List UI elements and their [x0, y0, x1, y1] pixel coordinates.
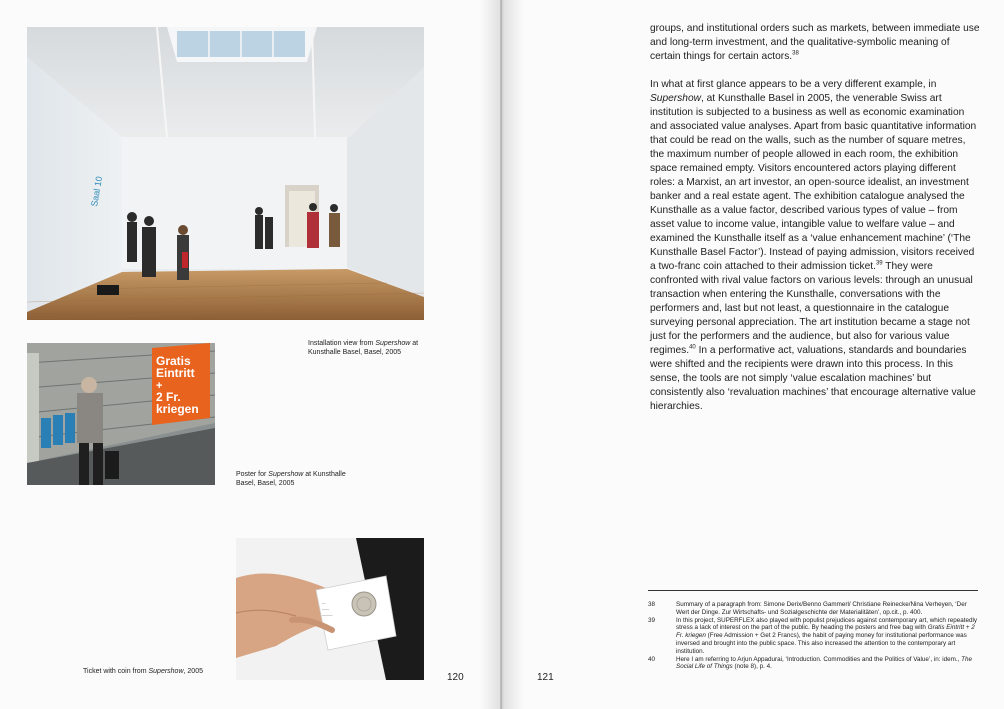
paragraph-1: groups, and institutional orders such as markets, between immediate use and long-term investment, and the qualitative-symbolic meaning of certain things for certain actors.$^{38}$ — [650, 23, 980, 62]
svg-text:——: —— — [322, 607, 329, 611]
footnote-ref-40: 40 — [689, 344, 696, 351]
poster-line: kriegen — [156, 402, 199, 416]
footnote-ref-38: 38 — [792, 50, 799, 57]
caption-ticket: Ticket with coin from Supershow, 2005 — [83, 668, 203, 675]
poster-line: Gratis — [156, 354, 191, 368]
caption-installation: Installation view from Supershow at Kunsthalle Basel, Basel, 2005 — [308, 340, 419, 356]
right-page — [502, 0, 1004, 709]
footnotes — [648, 601, 978, 671]
book-gutter — [480, 0, 524, 709]
installation-photo — [27, 27, 424, 320]
caption-poster: Poster for Supershow at Kunsthalle Basel, Basel, 2005 — [236, 471, 346, 487]
footnote-rule — [648, 590, 978, 591]
page-number-left: 120 — [447, 672, 464, 683]
room-sign: Saal 10 — [89, 175, 105, 208]
page-number-right: 121 — [537, 672, 554, 683]
footnote-ref-39: 39 — [875, 260, 883, 267]
svg-text:———: ——— — [322, 613, 333, 617]
svg-text:—: — — [322, 601, 326, 605]
poster-line: Eintritt — [156, 366, 195, 380]
poster-line: 2 Fr. — [156, 390, 181, 404]
poster-line: + — [156, 380, 163, 392]
footnote-38: 38 Summary of a paragraph from: Simone Derix/Benno Gammerl/ Christiane Reinecke/Nina Verheyen, ‘Der Wert der Dinge. Zur Wirtschafts- und Sozialgeschichte der Materialitäten’, op.cit., p. 400. — [648, 601, 967, 616]
installation-photo-image — [27, 27, 424, 320]
poster-photo — [27, 343, 215, 485]
body-text — [650, 22, 980, 428]
ticket-photo — [236, 538, 424, 680]
footnote-39: 39 In this project, SUPERFLEX also played with populist prejudices against contemporary art, which repeatedly stress a lack of interest on the part of the public. By heading the posters and free bag with Gratis Eintritt + 2 Fr. kriegen (Free Admission + Get 2 Francs), the habit of paying money for institutional performance was inversed and brought into the public space. This also increased the attention to the contemporary art institution. — [648, 616, 978, 655]
footnote-40: 40 Here I am referring to Arjun Appadurai, ‘Introduction. Commodities and the Politics of Value’, in: idem., The Social Life of Things (note 8), p. 4. — [648, 655, 972, 671]
left-page — [0, 0, 500, 709]
paragraph-2: In what at first glance appears to be a very different example, in Supershow, at Kunsthalle Basel in 2005, the venerable Swiss art institution is subjected to a business as well as economic examination and associated value analyses. Apart from basic quantitative information that could be read on the walls, such as the number of square metres, the maximum number of people allowed in each room, the exhibition space remained empty. Visitors encountered actors playing different roles: a Marxist, an art investor, an open-source idealist, an investment banker and a real estate agent. The exhibition catalogue analysed the Kunsthalle as a value factor, described various types of value – from asset value to income value, intangible value to welfare value – and examined the Kunsthalle itself as a ‘value enhancement machine’ (‘The Kunsthalle Basel Factor’). Instead of paying admission, visitors received a two-franc coin attached to their admission ticket.$^{39}$ They were confronted with rival value factors on various levels: through an unusual transaction when entering the Kunsthalle, conversations with the performers and, last but not least, a questionnaire in the catalogue surveying personal appreciation. The art institution became a stage not just for the performers and the audience, but also for various value regimes.$^{40}$ In a performative act, valuations, standards and boundaries were shifted and the recipients were drawn into this process. In this sense, the tools are not simply ‘value escalation machines’ but consistently also ‘revaluation machines’ that encourage alternative value hierarchies. — [650, 79, 977, 412]
